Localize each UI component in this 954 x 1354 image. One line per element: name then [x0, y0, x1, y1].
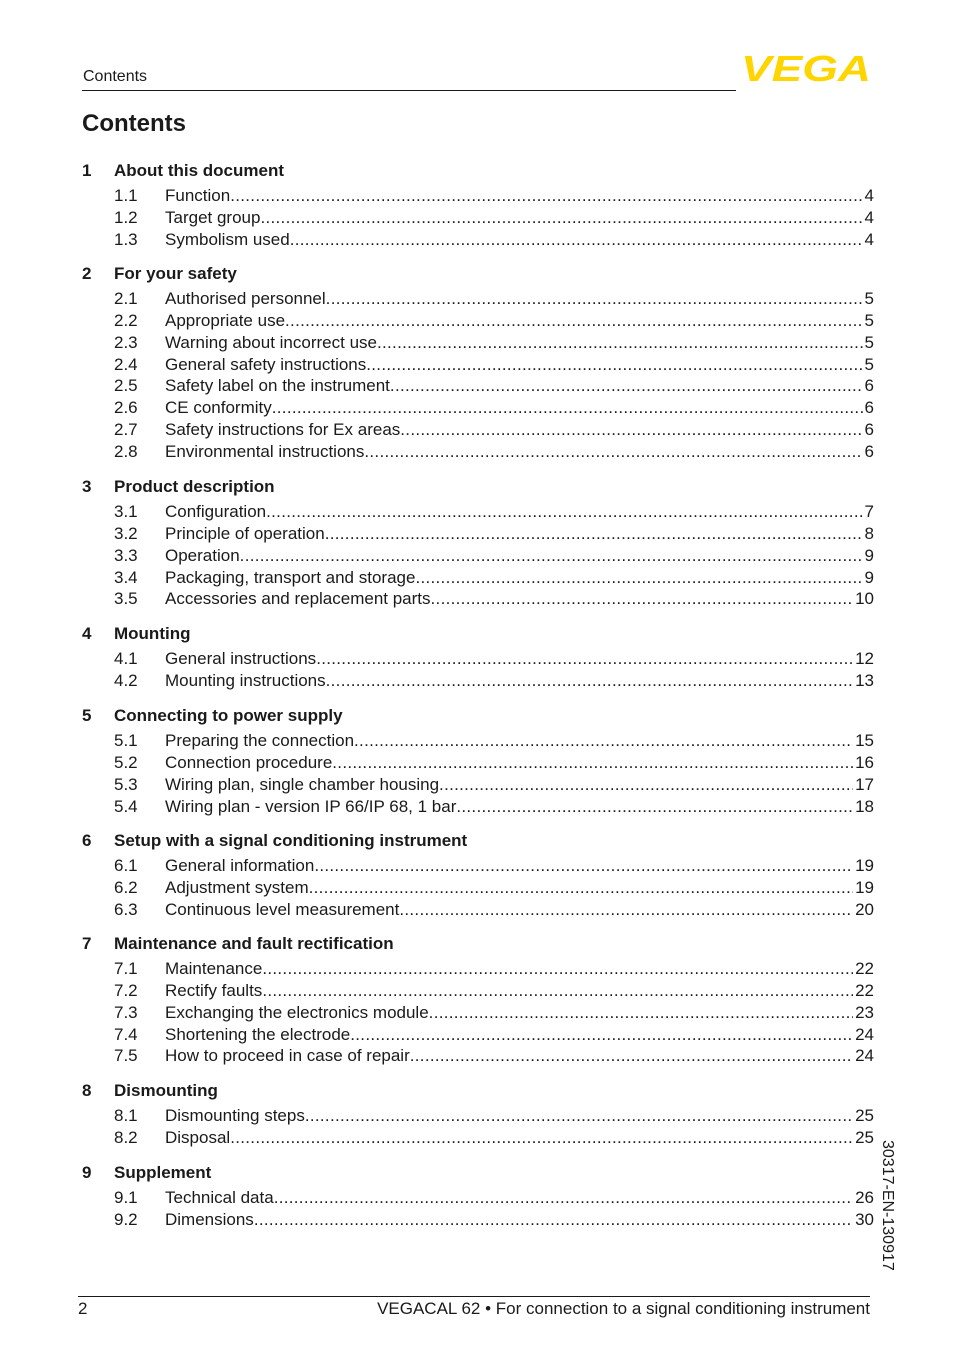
- toc-entry-leader: [165, 397, 874, 419]
- toc-entry-leader: [165, 980, 874, 1002]
- toc-entry[interactable]: [82, 375, 874, 397]
- toc-section-title: Dismounting: [114, 1081, 218, 1100]
- toc-section-heading[interactable]: [82, 1162, 874, 1184]
- toc-entry-number: 2.2: [114, 310, 138, 330]
- toc-entry[interactable]: [82, 545, 874, 567]
- toc-dot-leader: [399, 899, 853, 921]
- toc-entry-title: Accessories and replacement parts: [165, 589, 431, 609]
- toc-entry-leader: [165, 545, 874, 567]
- toc-entry-number: 3.5: [114, 589, 138, 609]
- toc-section-number: 7: [82, 934, 92, 953]
- toc-dot-leader: [230, 185, 862, 207]
- toc-entry-page: 18: [855, 796, 874, 816]
- toc-entry[interactable]: [82, 958, 874, 980]
- toc-dot-leader: [456, 796, 853, 818]
- toc-entry-leader: [165, 958, 874, 980]
- toc-section-heading[interactable]: [82, 705, 874, 727]
- toc-dot-leader: [314, 855, 853, 877]
- toc-entry[interactable]: [82, 567, 874, 589]
- toc-entry[interactable]: [82, 1002, 874, 1024]
- toc-dot-leader: [326, 670, 853, 692]
- toc-entry[interactable]: [82, 354, 874, 376]
- toc-entry-title: Continuous level measurement: [165, 899, 400, 919]
- toc-dot-leader: [364, 441, 862, 463]
- toc-section-number: 2: [82, 264, 92, 283]
- toc-dot-leader: [285, 310, 863, 332]
- toc-section-title: Product description: [114, 477, 275, 496]
- toc-entry[interactable]: [82, 523, 874, 545]
- toc-entry-title: Dimensions: [165, 1209, 254, 1229]
- toc-entry-number: 7.5: [114, 1046, 138, 1066]
- toc-entry-page: 4: [864, 207, 874, 227]
- header-label: Contents: [83, 68, 148, 85]
- toc-entry-number: 2.6: [114, 398, 138, 418]
- toc-entry-number: 1.3: [114, 229, 138, 249]
- toc-entry-page: 24: [855, 1046, 874, 1066]
- toc-entry-title: Safety instructions for Ex areas: [165, 420, 401, 440]
- toc-dot-leader: [350, 1024, 853, 1046]
- toc-dot-leader: [354, 730, 853, 752]
- toc-section-title: Mounting: [114, 624, 191, 643]
- toc-dot-leader: [439, 774, 853, 796]
- toc-entry-leader: [165, 796, 874, 818]
- toc-entry-number: 1.2: [114, 207, 138, 227]
- toc-entry-page: 19: [855, 877, 874, 897]
- toc-section-title: For your safety: [114, 264, 237, 283]
- toc-entry[interactable]: [82, 855, 874, 877]
- toc-entry-number: 4.2: [114, 670, 138, 690]
- toc-entry-page: 5: [864, 310, 874, 330]
- toc-entry-leader: [165, 774, 874, 796]
- page-title: Contents: [82, 110, 186, 137]
- toc-entry-title: Technical data: [165, 1188, 274, 1207]
- toc-dot-leader: [262, 958, 853, 980]
- toc-entry-page: 4: [864, 229, 874, 249]
- toc-entry-title: Disposal: [165, 1127, 231, 1147]
- toc-section-heading[interactable]: [82, 1080, 874, 1102]
- toc-dot-leader: [260, 207, 862, 229]
- toc-entry[interactable]: [82, 752, 874, 774]
- toc-entry-title: Safety label on the instrument: [165, 376, 390, 396]
- toc-entry-title: Target group: [165, 207, 261, 227]
- toc-section-number: 5: [82, 706, 92, 725]
- toc-entry-leader: [165, 730, 874, 752]
- toc-entry-page: 9: [864, 545, 874, 565]
- toc-entry-leader: [165, 332, 874, 354]
- toc-entry-leader: [165, 1045, 874, 1067]
- svg-text:VEGA: VEGA: [741, 52, 871, 84]
- toc-entry-title: Principle of operation: [165, 523, 325, 543]
- toc-entry-page: 6: [864, 398, 874, 418]
- toc-entry[interactable]: [82, 730, 874, 752]
- toc-entry-page: 23: [855, 1002, 874, 1022]
- toc-entry-leader: [165, 1187, 874, 1209]
- vega-logo: [741, 52, 873, 84]
- toc-entry[interactable]: [82, 332, 874, 354]
- toc-entry[interactable]: [82, 501, 874, 523]
- toc-entry-leader: [165, 588, 874, 610]
- toc-entry-number: 4.1: [114, 649, 138, 668]
- toc-entry[interactable]: [82, 419, 874, 441]
- toc-entry-title: Shortening the electrode: [165, 1024, 351, 1044]
- toc-entry-leader: [165, 752, 874, 774]
- toc-entry[interactable]: [82, 397, 874, 419]
- toc-dot-leader: [305, 1105, 853, 1127]
- toc-section-heading[interactable]: [82, 263, 874, 285]
- toc-entry-page: 6: [864, 441, 874, 461]
- document-code: [879, 1140, 907, 1290]
- toc-entry[interactable]: [82, 1127, 874, 1149]
- toc-entry[interactable]: [82, 288, 874, 310]
- toc-entry-number: 9.1: [114, 1188, 138, 1207]
- toc-entry-title: Operation: [165, 545, 240, 565]
- toc-entry-number: 3.2: [114, 523, 138, 543]
- footer-rule: [78, 1296, 870, 1297]
- toc-entry-leader: [165, 419, 874, 441]
- toc-dot-leader: [325, 523, 863, 545]
- toc-section-number: 9: [82, 1163, 92, 1182]
- toc-entry-title: Appropriate use: [165, 310, 286, 330]
- toc-section-title: Maintenance and fault rectification: [114, 934, 394, 953]
- toc-entry-number: 7.2: [114, 980, 138, 1000]
- toc-dot-leader: [390, 375, 863, 397]
- toc-section-number: 4: [82, 624, 92, 643]
- footer-page-number: 2: [78, 1299, 88, 1318]
- footer-document-title: VEGACAL 62 • For connection to a signal conditioning instrument: [377, 1299, 870, 1318]
- toc-dot-leader: [266, 501, 862, 523]
- toc-dot-leader: [272, 397, 863, 419]
- toc-section-heading[interactable]: [82, 933, 874, 955]
- toc-entry-title: Authorised personnel: [165, 289, 326, 308]
- toc-entry-title: How to proceed in case of repair: [165, 1046, 410, 1066]
- toc-entry-title: General safety instructions: [165, 354, 367, 374]
- toc-dot-leader: [290, 229, 863, 251]
- toc-entry[interactable]: [82, 1024, 874, 1046]
- toc-section-title: Supplement: [114, 1163, 212, 1182]
- toc-entry-leader: [165, 1209, 874, 1231]
- toc-entry-title: Dismounting steps: [165, 1106, 305, 1125]
- toc-dot-leader: [410, 1045, 853, 1067]
- toc-entry-title: Wiring plan - version IP 66/IP 68, 1 bar: [165, 796, 457, 816]
- toc-entry-number: 2.8: [114, 441, 138, 461]
- header-rule: [82, 90, 736, 91]
- toc-entry-title: Function: [165, 186, 231, 205]
- toc-dot-leader: [326, 288, 863, 310]
- toc-entry-number: 3.3: [114, 545, 138, 565]
- toc-entry[interactable]: [82, 1045, 874, 1067]
- toc-entry[interactable]: [82, 1187, 874, 1209]
- toc-entry-page: 15: [855, 731, 874, 750]
- toc-entry-number: 2.7: [114, 420, 138, 440]
- toc-dot-leader: [309, 877, 853, 899]
- toc-entry[interactable]: [82, 796, 874, 818]
- toc-entry-page: 16: [855, 752, 874, 772]
- toc-entry[interactable]: [82, 774, 874, 796]
- toc-entry-title: Connection procedure: [165, 752, 333, 772]
- toc-entry-title: General instructions: [165, 649, 317, 668]
- toc-entry[interactable]: [82, 441, 874, 463]
- toc-entry-leader: [165, 1002, 874, 1024]
- toc-entry-number: 5.4: [114, 796, 138, 816]
- toc-dot-leader: [429, 1002, 853, 1024]
- toc-entry-number: 3.1: [114, 502, 138, 521]
- toc-section-heading[interactable]: [82, 476, 874, 498]
- toc-section-title: About this document: [114, 161, 284, 180]
- toc-entry[interactable]: [82, 185, 874, 207]
- toc-entry[interactable]: [82, 648, 874, 670]
- toc-entry[interactable]: [82, 877, 874, 899]
- toc-entry[interactable]: [82, 1209, 874, 1231]
- toc-entry-title: Configuration: [165, 502, 267, 521]
- toc-entry-page: 5: [864, 289, 874, 308]
- toc-entry-page: 7: [864, 502, 874, 521]
- toc-entry-page: 6: [864, 420, 874, 440]
- toc-entry[interactable]: [82, 1105, 874, 1127]
- toc-section-heading[interactable]: [82, 160, 874, 182]
- toc-entry[interactable]: [82, 899, 874, 921]
- toc-dot-leader: [332, 752, 853, 774]
- toc-entry-leader: [165, 899, 874, 921]
- toc-entry-page: 9: [864, 567, 874, 587]
- toc-entry-leader: [165, 523, 874, 545]
- toc-entry-number: 2.1: [114, 289, 138, 308]
- toc-entry-leader: [165, 185, 874, 207]
- toc-entry-number: 2.3: [114, 332, 138, 352]
- toc-dot-leader: [240, 545, 863, 567]
- toc-entry-number: 1.1: [114, 186, 138, 205]
- toc-dot-leader: [254, 1209, 853, 1231]
- toc-entry-leader: [165, 441, 874, 463]
- toc-entry-number: 5.1: [114, 731, 138, 750]
- toc-entry-title: Maintenance: [165, 959, 263, 978]
- toc-dot-leader: [262, 980, 853, 1002]
- toc-section-number: 8: [82, 1081, 92, 1100]
- toc-dot-leader: [431, 588, 854, 610]
- toc-section-heading[interactable]: [82, 623, 874, 645]
- toc-entry-number: 7.4: [114, 1024, 138, 1044]
- toc-entry-number: 2.4: [114, 354, 138, 374]
- toc-entry-leader: [165, 567, 874, 589]
- toc-entry-page: 25: [855, 1106, 874, 1125]
- toc-entry-title: Adjustment system: [165, 877, 309, 897]
- toc-entry[interactable]: [82, 588, 874, 610]
- document-code-text: 30317-EN-130917: [879, 1140, 896, 1271]
- toc-entry-leader: [165, 855, 874, 877]
- toc-entry-leader: [165, 1105, 874, 1127]
- toc-entry-number: 6.2: [114, 877, 138, 897]
- toc-entry[interactable]: [82, 229, 874, 251]
- toc-entry-leader: [165, 229, 874, 251]
- toc-entry-title: Wiring plan, single chamber housing: [165, 774, 440, 794]
- toc-entry-page: 30: [855, 1209, 874, 1229]
- toc-entry-title: Symbolism used: [165, 229, 290, 249]
- toc-dot-leader: [366, 354, 862, 376]
- toc-entry-title: Preparing the connection: [165, 731, 355, 750]
- toc-entry-title: Warning about incorrect use: [165, 332, 377, 352]
- toc-entry-page: 6: [864, 376, 874, 396]
- toc-dot-leader: [274, 1187, 853, 1209]
- toc-entry-number: 5.2: [114, 752, 138, 772]
- toc-entry-title: CE conformity: [165, 398, 272, 418]
- toc-section-number: 6: [82, 831, 92, 850]
- toc-entry[interactable]: [82, 980, 874, 1002]
- toc-entry-number: 3.4: [114, 567, 138, 587]
- toc-entry-number: 8.2: [114, 1127, 138, 1147]
- toc-entry-leader: [165, 207, 874, 229]
- toc-section-number: 1: [82, 161, 92, 180]
- toc-entry-page: 19: [855, 856, 874, 875]
- toc-entry-number: 6.1: [114, 856, 138, 875]
- toc-entry-page: 24: [855, 1024, 874, 1044]
- toc-entry-page: 13: [855, 670, 874, 690]
- toc-entry-leader: [165, 288, 874, 310]
- toc-entry-number: 5.3: [114, 774, 138, 794]
- toc-entry-page: 10: [855, 589, 874, 609]
- toc-entry-title: Rectify faults: [165, 980, 263, 1000]
- toc-entry-number: 8.1: [114, 1106, 138, 1125]
- toc-entry-page: 8: [864, 523, 874, 543]
- toc-entry-page: 25: [855, 1127, 874, 1147]
- toc-entry-page: 22: [855, 959, 874, 978]
- toc-entry-page: 5: [864, 332, 874, 352]
- toc-entry-number: 9.2: [114, 1209, 138, 1229]
- toc-entry-number: 2.5: [114, 376, 138, 396]
- toc-section-number: 3: [82, 477, 92, 496]
- toc-section-title: Connecting to power supply: [114, 706, 343, 725]
- toc-entry-number: 6.3: [114, 899, 138, 919]
- toc-entry-leader: [165, 501, 874, 523]
- toc-entry-leader: [165, 1127, 874, 1149]
- toc-dot-leader: [415, 567, 862, 589]
- toc-entry-page: 26: [855, 1188, 874, 1207]
- toc-entry-number: 7.1: [114, 959, 138, 978]
- toc-entry-page: 4: [864, 186, 874, 205]
- toc-entry-page: 20: [855, 899, 874, 919]
- toc-dot-leader: [316, 648, 853, 670]
- toc-entry-leader: [165, 310, 874, 332]
- toc-entry-title: Mounting instructions: [165, 670, 326, 690]
- toc-entry[interactable]: [82, 207, 874, 229]
- toc-entry-page: 22: [855, 980, 874, 1000]
- toc-entry-title: General information: [165, 856, 315, 875]
- toc-section-heading[interactable]: [82, 830, 874, 852]
- toc-dot-leader: [377, 332, 863, 354]
- toc-entry-page: 17: [855, 774, 874, 794]
- toc-dot-leader: [230, 1127, 853, 1149]
- toc-entry[interactable]: [82, 670, 874, 692]
- toc-section-title: Setup with a signal conditioning instrument: [114, 831, 468, 850]
- toc-entry-leader: [165, 1024, 874, 1046]
- toc-entry-title: Packaging, transport and storage: [165, 567, 416, 587]
- toc-entry-title: Environmental instructions: [165, 441, 365, 461]
- toc-dot-leader: [400, 419, 862, 441]
- toc-entry-leader: [165, 648, 874, 670]
- toc-entry-page: 5: [864, 354, 874, 374]
- toc-entry-title: Exchanging the electronics module: [165, 1002, 429, 1022]
- toc-entry-page: 12: [855, 649, 874, 668]
- toc-entry[interactable]: [82, 310, 874, 332]
- toc-entry-leader: [165, 670, 874, 692]
- toc-entry-leader: [165, 877, 874, 899]
- toc-entry-leader: [165, 375, 874, 397]
- toc-entry-leader: [165, 354, 874, 376]
- toc-entry-number: 7.3: [114, 1002, 138, 1022]
